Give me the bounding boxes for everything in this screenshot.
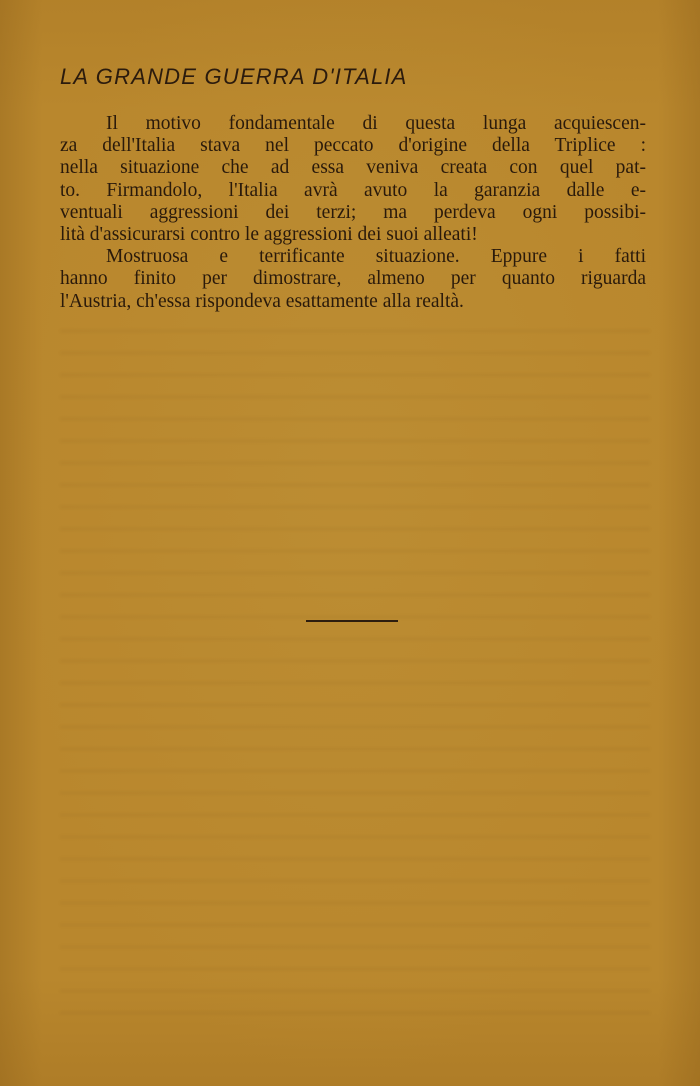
body-text: [60, 113, 646, 313]
text-line: hanno finito per dimostrare, almeno per quanto riguarda: [60, 268, 646, 290]
section-end-rule: [306, 620, 398, 622]
text-line: za dell'Italia stava nel peccato d'origine della Triplice :: [60, 135, 646, 157]
running-head: LA GRANDE GUERRA D'ITALIA: [60, 64, 408, 89]
text-line: ventuali aggressioni dei terzi; ma perdeva ogni possibi-: [60, 201, 646, 223]
text-line: lità d'assicurarsi contro le aggressioni dei suoi alleati!: [60, 224, 478, 246]
show-through-texture: [60, 330, 650, 1030]
text-line: Mostruosa e terrificante situazione. Eppure i fatti: [106, 246, 646, 268]
text-line: nella situazione che ad essa veniva creata con quel pat-: [60, 157, 646, 179]
text-line: Il motivo fondamentale di questa lunga acquiescen-: [106, 113, 646, 134]
text-line: l'Austria, ch'essa rispondeva esattamente alla realtà.: [60, 290, 464, 312]
text-line: to. Firmandolo, l'Italia avrà avuto la garanzia dalle e-: [60, 179, 646, 201]
